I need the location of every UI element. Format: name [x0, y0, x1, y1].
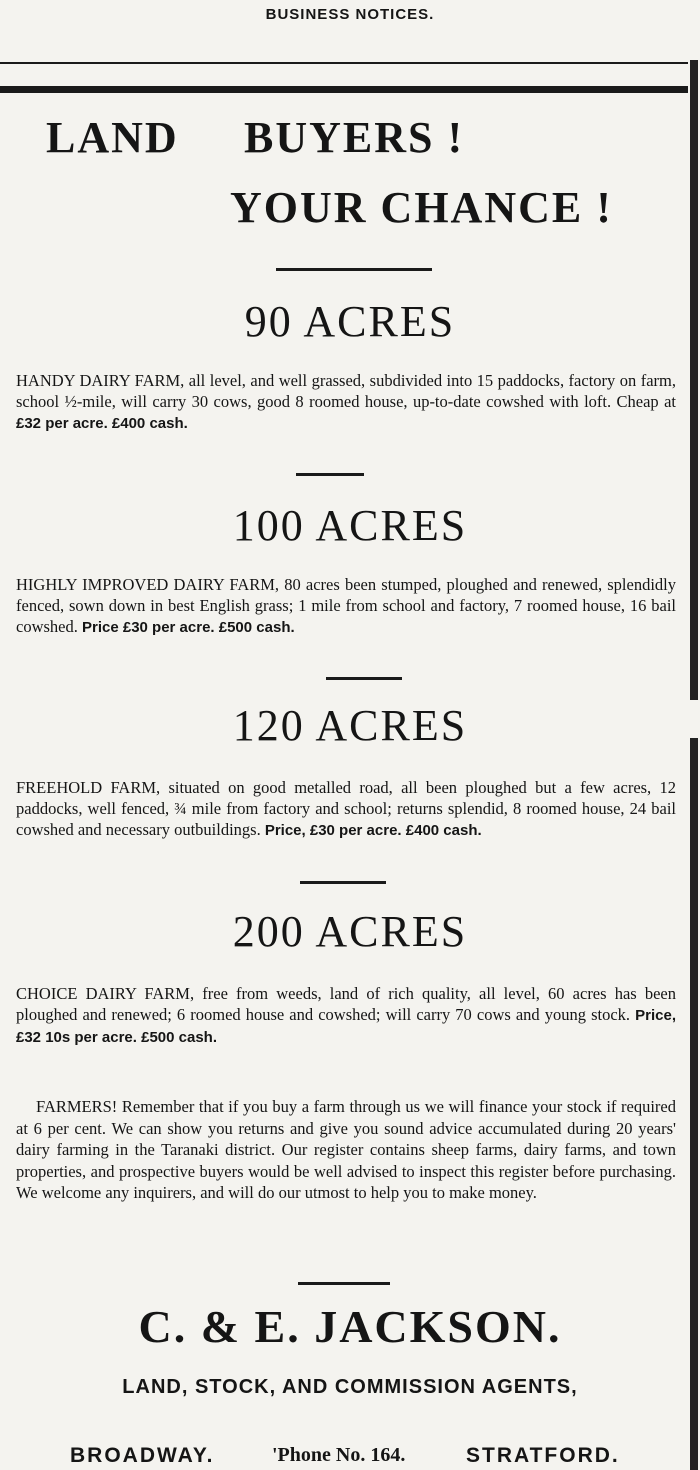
- firm-tagline: LAND, STOCK, AND COMMISSION AGENTS,: [122, 1376, 578, 1398]
- farmers-notice: FARMERS! Remember that if you buy a farm through us we will finance your stock if required at 6 per cent. We can show you returns and give you sound advice accumulated during 20 years' dairy farming in the Taranaki district. Our register contains sheep farms, dairy farms, and town properties, and prospective buyers would be well advised to inspect this register before purchasing. We welcome any inquirers, and will do our utmost to help you to make money.: [16, 1097, 676, 1202]
- listing-description: [16, 370, 676, 434]
- headline-your-chance: YOUR CHANCE !: [230, 183, 613, 232]
- listing-heading: 120 ACRES: [232, 701, 468, 750]
- headline-land: LAND: [46, 113, 179, 162]
- headline-buyers: BUYERS !: [244, 113, 465, 162]
- listing-description: [16, 574, 676, 638]
- firm-name: C. & E. JACKSON.: [138, 1301, 562, 1352]
- listing-description: [16, 777, 676, 841]
- listing-text: CHOICE DAIRY FARM, free from weeds, land of rich quality, all level, 60 acres has been ploughed and renewed; 6 roomed house and cowshed; will carry 70 cows and young stock.: [16, 984, 676, 1024]
- section-header: BUSINESS NOTICES.: [265, 6, 435, 23]
- listing-price: £32 per acre. £400 cash.: [16, 415, 188, 432]
- headline-divider: [276, 268, 432, 271]
- listing-price: Price £30 per acre. £500 cash.: [81, 619, 295, 636]
- listing-text: HIGHLY IMPROVED DAIRY FARM, 80 acres been stumped, ploughed and renewed, splendidly fenced, sown down in best English grass; 1 mile from school and factory, 7 roomed house, 16 bail cowshed.: [16, 575, 676, 636]
- listing-description: [16, 983, 676, 1048]
- listing-divider: [300, 881, 386, 884]
- listing-price: Price, £32 10s per acre. £500 cash.: [16, 1007, 676, 1046]
- phone-number: 'Phone No. 164.: [272, 1444, 406, 1466]
- listing-divider: [326, 677, 402, 680]
- header-rule-thin: [0, 62, 688, 64]
- location-stratford: STRATFORD.: [466, 1444, 620, 1467]
- listing-heading: 200 ACRES: [232, 907, 468, 956]
- column-border: [690, 60, 698, 1470]
- listing-heading: 100 ACRES: [232, 501, 468, 550]
- location-broadway: BROADWAY.: [70, 1444, 215, 1467]
- footer-divider: [298, 1282, 390, 1285]
- header-rule-thick: [0, 86, 688, 93]
- listing-heading: 90 ACRES: [244, 297, 456, 346]
- listing-divider: [296, 473, 364, 476]
- listing-text: FREEHOLD FARM, situated on good metalled road, all been ploughed but a few acres, 12 paddocks, well fenced, ¾ mile from factory and school; returns splendid, 8 roomed house, 24 bail cowshed and necessary outbuildings.: [16, 778, 676, 839]
- listing-text: HANDY DAIRY FARM, all level, and well grassed, subdivided into 15 paddocks, factory on farm, school ½-mile, will carry 30 cows, good 8 roomed house, up-to-date cowshed with loft. Cheap at: [16, 371, 676, 411]
- listing-price: Price, £30 per acre. £400 cash.: [264, 822, 482, 839]
